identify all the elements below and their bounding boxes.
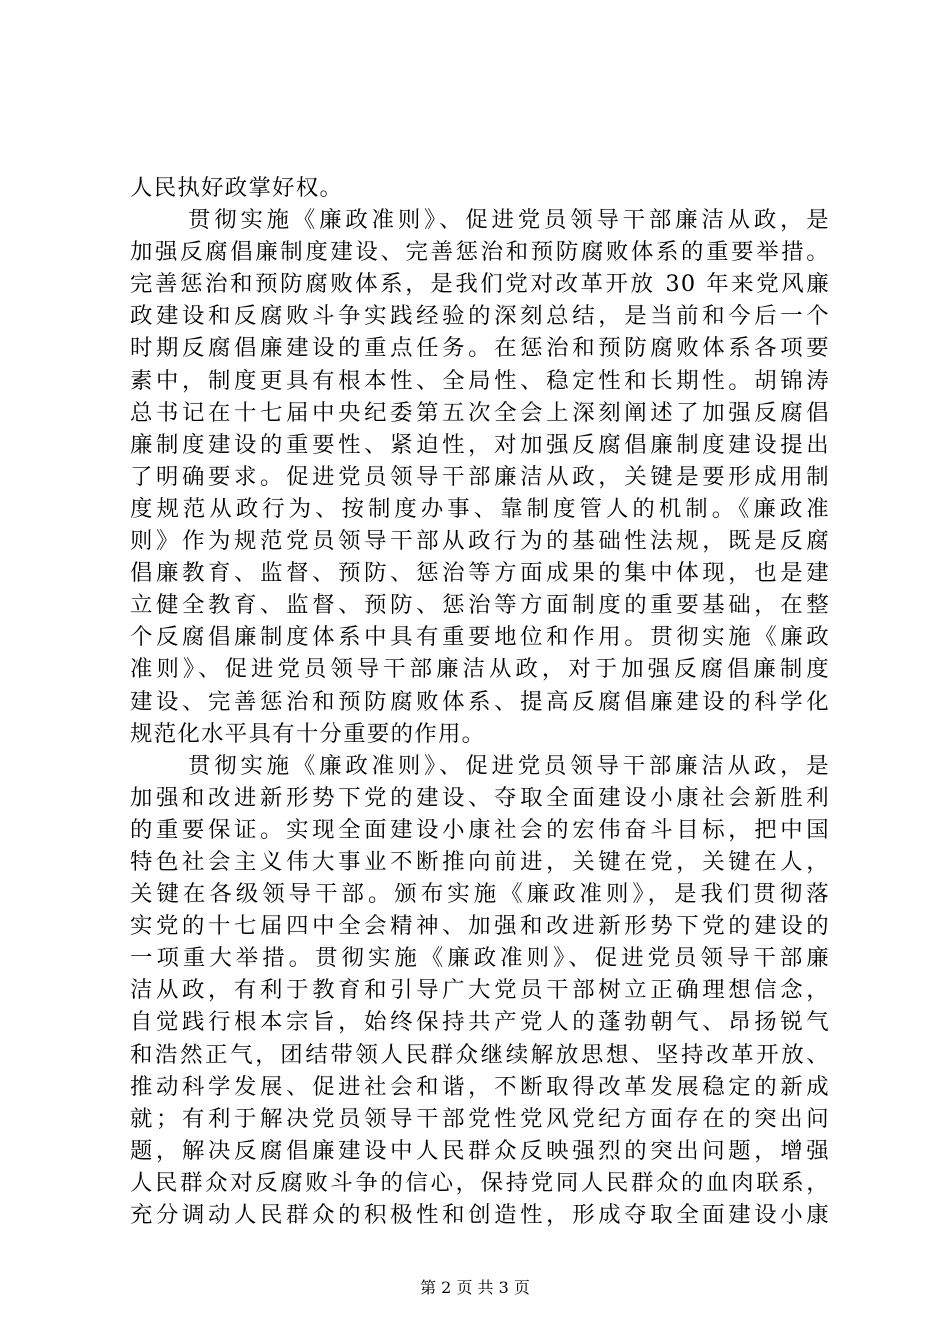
text-line: 人民群众对反腐败斗争的信心，保持党同人民群众的血肉联系，: [130, 1169, 830, 1196]
text-line: 的重要保证。实现全面建设小康社会的宏伟奋斗目标，把中国: [130, 816, 830, 843]
text-line: 洁从政，有利于教育和引导广大党员干部树立正确理想信念，: [130, 977, 830, 1004]
text-line: 倡廉教育、监督、预防、惩治等方面成果的集中体现，也是建: [130, 560, 830, 587]
text-line: 贯彻实施《廉政准则》、促进党员领导干部廉洁从政，是: [188, 752, 830, 779]
text-line: 推动科学发展、促进社会和谐，不断取得改革发展稳定的新成: [130, 1073, 830, 1100]
text-line: 和浩然正气，团结带领人民群众继续解放思想、坚持改革开放、: [130, 1041, 830, 1068]
text-line: 题，解决反腐倡廉建设中人民群众反映强烈的突出问题，增强: [130, 1137, 830, 1164]
text-line: 了明确要求。促进党员领导干部廉洁从政，关键是要形成用制: [130, 463, 830, 490]
text-line: 就；有利于解决党员领导干部党性党风党纪方面存在的突出问: [130, 1105, 830, 1132]
text-line: 特色社会主义伟大事业不断推向前进，关键在党，关键在人，: [130, 848, 830, 875]
body-text: [130, 172, 830, 1231]
text-line: 总书记在十七届中央纪委第五次全会上深刻阐述了加强反腐倡: [130, 399, 830, 426]
text-line: 时期反腐倡廉建设的重点任务。在惩治和预防腐败体系各项要: [130, 335, 830, 362]
text-line: 度规范从政行为、按制度办事、靠制度管人的机制。《廉政准: [130, 495, 830, 522]
text-line: 关键在各级领导干部。颁布实施《廉政准则》，是我们贯彻落: [130, 881, 830, 908]
text-line: 廉制度建设的重要性、紧迫性，对加强反腐倡廉制度建设提出: [130, 431, 830, 458]
text-line: 自觉践行根本宗旨，始终保持共产党人的蓬勃朝气、昂扬锐气: [130, 1009, 830, 1036]
text-line: 人民执好政掌好权。: [130, 175, 344, 201]
text-line: 实党的十七届四中全会精神、加强和改进新形势下党的建设的: [130, 913, 830, 940]
text-line: 政建设和反腐败斗争实践经验的深刻总结，是当前和今后一个: [130, 303, 830, 330]
text-line: 加强和改进新形势下党的建设、夺取全面建设小康社会新胜利: [130, 784, 830, 811]
page-number-footer: 第 2 页 共 3 页: [420, 1278, 530, 1297]
text-line: 准则》、促进党员领导干部廉洁从政，对于加强反腐倡廉制度: [130, 656, 830, 683]
text-line: 建设、完善惩治和预防腐败体系、提高反腐倡廉建设的科学化: [130, 688, 830, 715]
text-line: 则》作为规范党员领导干部从政行为的基础性法规，既是反腐: [130, 528, 830, 555]
text-line: 素中，制度更具有根本性、全局性、稳定性和长期性。胡锦涛: [130, 367, 830, 394]
text-line: 贯彻实施《廉政准则》、促进党员领导干部廉洁从政，是: [188, 207, 830, 234]
text-line: 一项重大举措。贯彻实施《廉政准则》、促进党员领导干部廉: [130, 945, 830, 972]
text-line: 个反腐倡廉制度体系中具有重要地位和作用。贯彻实施《廉政: [130, 624, 830, 651]
text-line: 加强反腐倡廉制度建设、完善惩治和预防腐败体系的重要举措。: [130, 239, 830, 266]
text-line: 完善惩治和预防腐败体系，是我们党对改革开放 30 年来党风廉: [130, 271, 830, 298]
text-line: 规范化水平具有十分重要的作用。: [130, 720, 486, 747]
text-line: 立健全教育、监督、预防、惩治等方面制度的重要基础，在整: [130, 592, 830, 619]
text-line: 充分调动人民群众的积极性和创造性，形成夺取全面建设小康: [130, 1202, 830, 1228]
